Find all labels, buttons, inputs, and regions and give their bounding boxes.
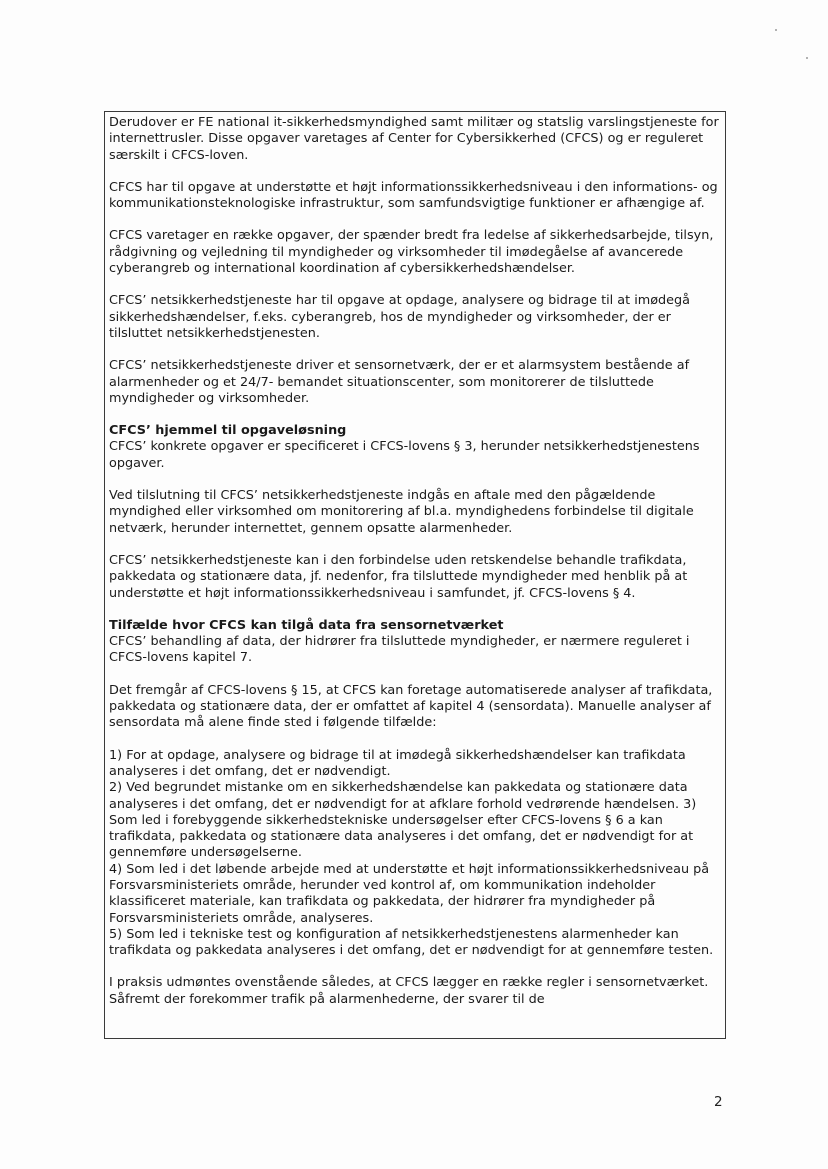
list-item: 1) For at opdage, analysere og bidrage til at imødegå sikkerhedshændelser kan trafikdata analyseres i det omfang, det er nødvendigt. bbox=[109, 747, 686, 779]
text-box bbox=[104, 111, 726, 1039]
paragraph: Derudover er FE national it-sikkerhedsmyndighed samt militær og statslig varslingstjeneste for internettrusler. Disse opgaver varetages af Center for Cybersikkerhed (CFCS) og er reguleret særskilt i CFCS-loven. bbox=[109, 115, 719, 163]
section-tilfaelde bbox=[109, 618, 721, 667]
section-hjemmel bbox=[109, 423, 721, 472]
list-item: 5) Som led i tekniske test og konfiguration af netsikkerhedstjenestens alarmenheder kan trafikdata og pakkedata analyseres i det omfang, det er nødvendigt for at gennemføre testen. bbox=[109, 926, 714, 959]
paragraph: Ved tilslutning til CFCS’ netsikkerhedstjeneste indgås en aftale med den pågældende myndighed eller virksomhed om monitorering af bl.a. myndighedens forbindelse til digitale netværk, herunder internettet, gennem opsatte alarmenheder. bbox=[109, 488, 694, 536]
list-item: 2) Ved begrundet mistanke om en sikkerhedshændelse kan pakkedata og stationære data analyseres i det omfang, det er nødvendigt for at afklare forhold vedrørende hændelsen. 3) Som led i forebyggende sikkerhedstekniske undersøgelser efter CFCS-lovens § 6 a kan trafikdata, pakkedata og stationære data analyseres i det omfang, det er nødvendigt for at gennemføre undersøgelserne. bbox=[109, 780, 697, 861]
paragraph: Det fremgår af CFCS-lovens § 15, at CFCS kan foretage automatiserede analyser af trafikdata, pakkedata og stationære data, der er omfattet af kapitel 4 (sensordata). Manuelle analyser af sensordata må alene finde sted i følgende tilfælde: bbox=[109, 682, 713, 731]
paragraph: CFCS har til opgave at understøtte et højt informationssikkerhedsniveau i den informations- og kommunikationsteknologiske infrastruktur, som samfundsvigtige funktioner er afhængige af. bbox=[109, 179, 718, 212]
paragraph: CFCS’ netsikkerhedstjeneste kan i den forbindelse uden retskendelse behandle trafikdata, pakkedata og stationære data, jf. nedenfor, fra tilsluttede myndigheder med henblik på at understøtte et højt informationssikkerhedsniveau i samfundet, jf. CFCS-lovens § 4. bbox=[109, 552, 688, 601]
section-text: CFCS’ behandling af data, der hidrører fra tilsluttede myndigheder, er nærmere reguleret i CFCS-lovens kapitel 7. bbox=[109, 634, 690, 666]
numbered-list bbox=[109, 748, 721, 960]
paragraph: CFCS’ netsikkerhedstjeneste har til opgave at opdage, analysere og bidrage til at imødegå sikkerhedshændelser, f.eks. cyberangreb, hos de myndigheder og virksomheder, der er tilsluttet netsikkerhedstjenesten. bbox=[109, 293, 691, 341]
section-heading: CFCS’ hjemmel til opgaveløsning bbox=[109, 423, 347, 439]
paragraph: I praksis udmøntes ovenstående således, at CFCS lægger en række regler i sensornetværket. Såfremt der forekommer trafik på alarmenhederne, der svarer til de bbox=[109, 975, 709, 1007]
scan-speck bbox=[806, 57, 808, 59]
page-number: 2 bbox=[714, 1094, 723, 1110]
scan-speck bbox=[775, 29, 777, 31]
section-text: CFCS’ konkrete opgaver er specificeret i CFCS-lovens § 3, herunder netsikkerhedstjenestens opgaver. bbox=[109, 439, 700, 471]
paragraph: CFCS varetager en række opgaver, der spænder bredt fra ledelse af sikkerhedsarbejde, tilsyn, rådgivning og vejledning til myndigheder og virksomheder til imødegåelse af avancerede cyberangreb og international koordination af cybersikkerhedshændelser. bbox=[109, 228, 714, 277]
list-item: 4) Som led i det løbende arbejde med at understøtte et højt informationssikkerhedsniveau på Forsvarsministeriets område, herunder ved kontrol af, om kommunikation indeholder klassificeret materiale, kan trafikdata og pakkedata, der hidrører fra myndigheder på Forsvarsministeriets område, analyseres. bbox=[109, 861, 710, 926]
section-heading: Tilfælde hvor CFCS kan tilgå data fra sensornetværket bbox=[109, 617, 504, 633]
paragraph: CFCS’ netsikkerhedstjeneste driver et sensornetværk, der er et alarmsystem bestående af alarmenheder og et 24/7- bemandet situationscenter, som monitorerer de tilsluttede myndigheder og virksomheder. bbox=[109, 358, 690, 406]
